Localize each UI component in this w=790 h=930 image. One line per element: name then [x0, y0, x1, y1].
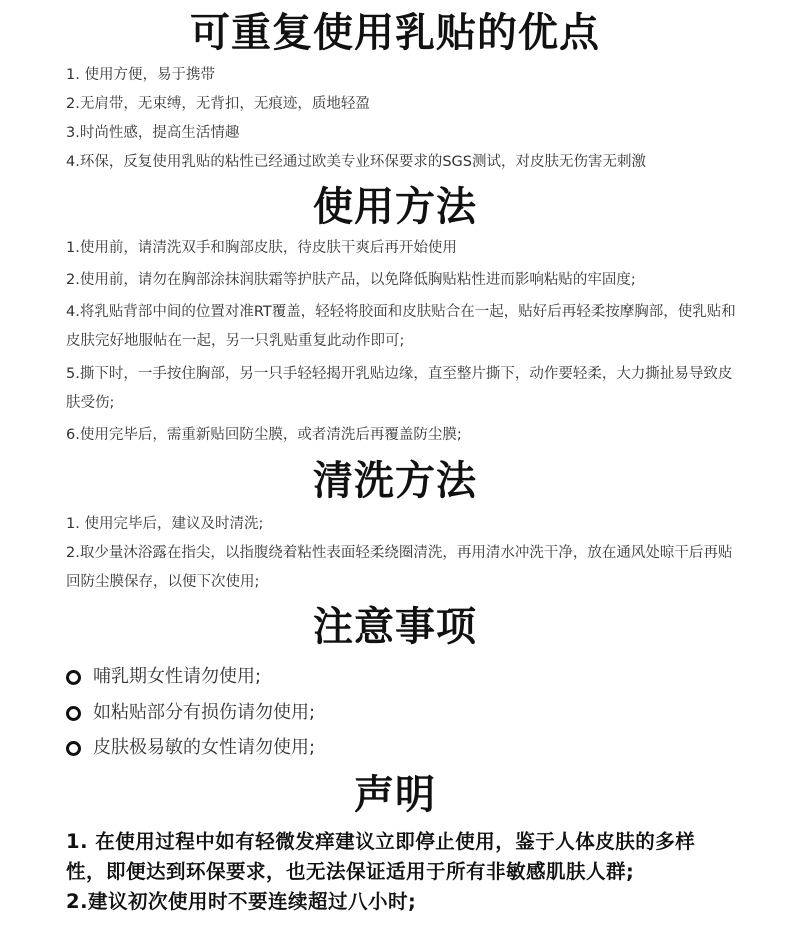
- advantage-item: 1. 使用方便，易于携带: [66, 67, 215, 83]
- note-text: 如粘贴部分有损伤请勿使用;: [93, 702, 316, 723]
- note-text: 哺乳期女性请勿使用;: [93, 666, 262, 687]
- usage-item: 1.使用前，请清洗双手和胸部皮肤，待皮肤干爽后再开始使用: [66, 240, 457, 256]
- advantage-item: 2.无肩带，无束缚，无背扣，无痕迹，质地轻盈: [66, 96, 370, 112]
- statement-item: 1. 在使用过程中如有轻微发痒建议立即停止使用，鉴于人体皮肤的多样性，即便达到环保要求，也无法保证适用于所有非敏感肌肤人群;: [66, 830, 696, 883]
- note-item: [66, 663, 742, 691]
- usage-item: 4.将乳贴背部中间的位置对准RT覆盖，轻轻将胶面和皮肤贴合在一起，贴好后再轻柔按摩胸部，使乳贴和皮肤完好地服帖在一起，另一只乳贴重复此动作即可;: [66, 304, 736, 349]
- cleaning-title: 清洗方法: [313, 458, 477, 504]
- usage-item: 2.使用前，请勿在胸部涂抹润肤霜等护肤产品，以免降低胸贴粘性进而影响粘贴的牢固度;: [66, 272, 636, 288]
- note-item: [66, 734, 742, 762]
- statement-item: 2.建议初次使用时不要连续超过八小时;: [66, 890, 417, 913]
- notes-title: 注意事项: [313, 604, 477, 650]
- cleaning-item: 2.取少量沐浴露在指尖，以指腹绕着粘性表面轻柔绕圈清洗，再用清水冲洗干净，放在通风处晾干后再贴回防尘膜保存，以便下次使用;: [66, 545, 733, 590]
- cleaning-item: 1. 使用完毕后，建议及时清洗;: [66, 516, 264, 532]
- usage-title: 使用方法: [313, 184, 477, 230]
- statement-title: 声明: [354, 772, 436, 818]
- circle-bullet-icon: [66, 670, 81, 685]
- note-item: [66, 699, 742, 727]
- advantage-item: 4.环保，反复使用乳贴的粘性已经通过欧美专业环保要求的SGS测试，对皮肤无伤害无刺激: [66, 154, 646, 170]
- advantage-item: 3.时尚性感，提高生活情趣: [66, 125, 240, 141]
- advantages-title: 可重复使用乳贴的优点: [190, 10, 600, 56]
- usage-item: 6.使用完毕后，需重新贴回防尘膜，或者清洗后再覆盖防尘膜;: [66, 427, 462, 443]
- circle-bullet-icon: [66, 706, 81, 721]
- circle-bullet-icon: [66, 741, 81, 756]
- usage-item: 5.撕下时，一手按住胸部，另一只手轻轻揭开乳贴边缘，直至整片撕下，动作要轻柔，大力撕扯易导致皮肤受伤;: [66, 366, 733, 411]
- note-text: 皮肤极易敏的女性请勿使用;: [93, 737, 316, 758]
